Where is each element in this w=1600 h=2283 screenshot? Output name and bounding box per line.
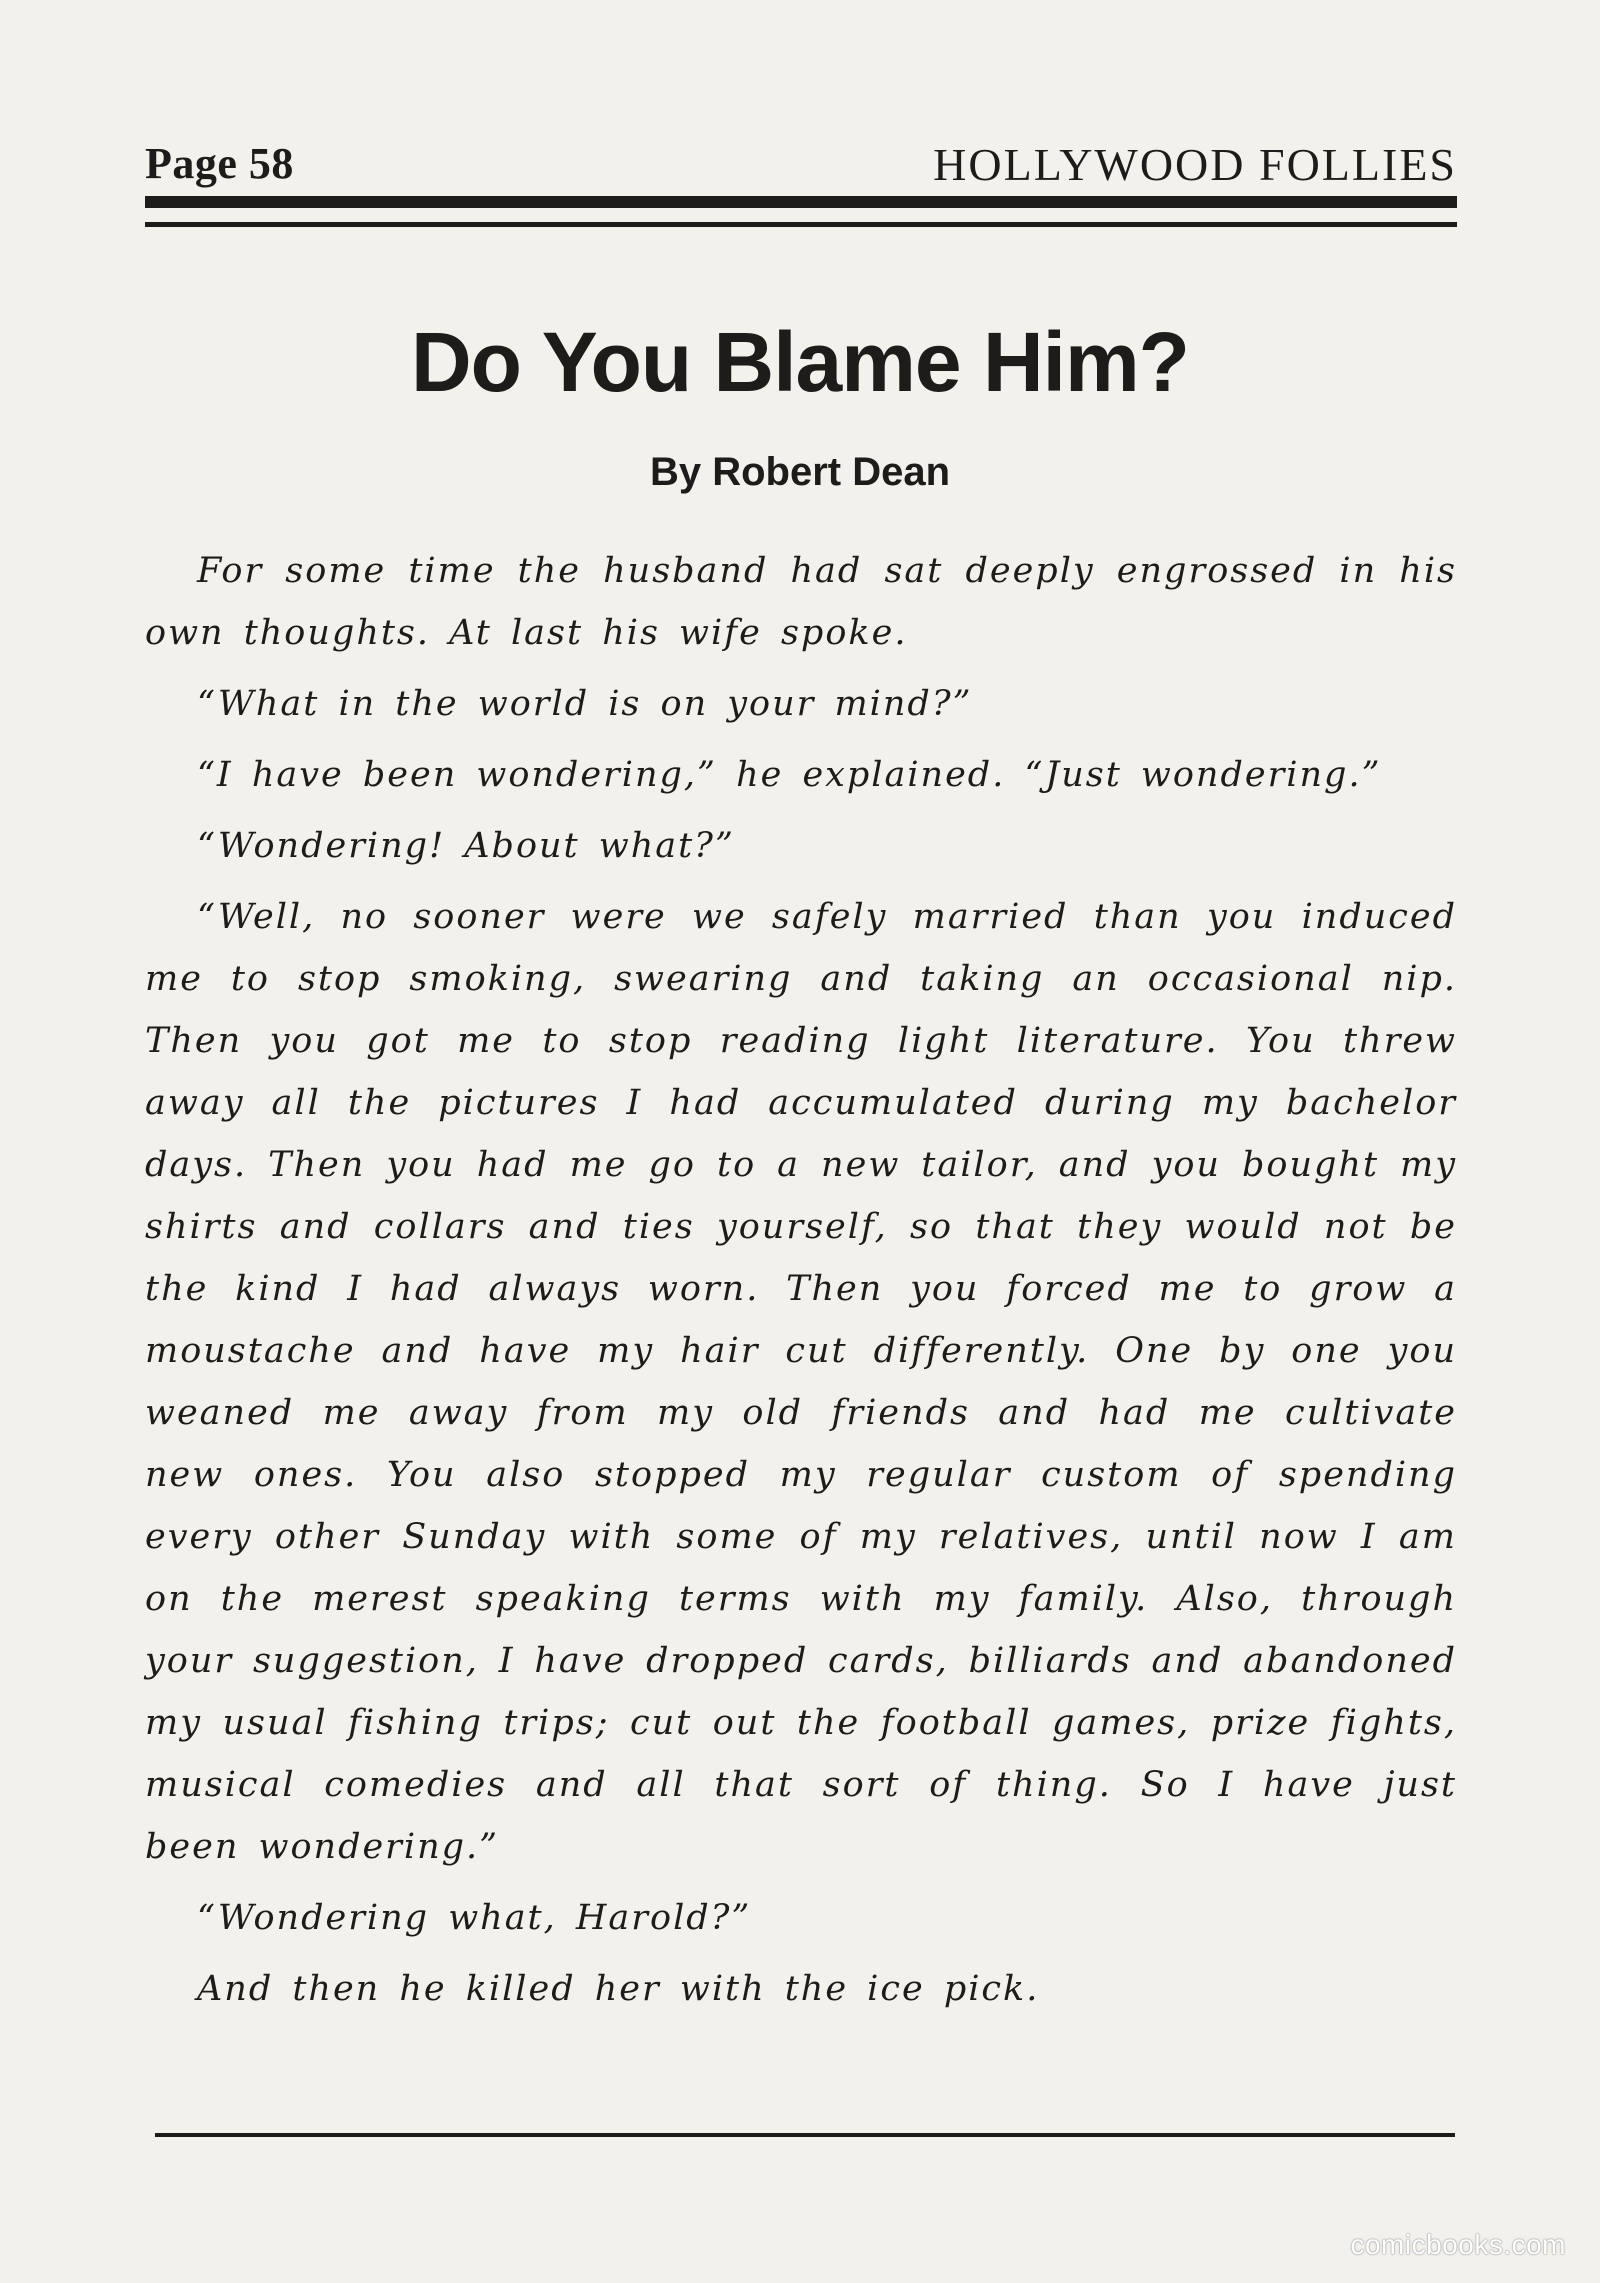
paragraph: “Wondering! About what?” bbox=[197, 826, 735, 866]
magazine-title: HOLLYWOOD FOLLIES bbox=[933, 139, 1457, 190]
article-body bbox=[145, 540, 1457, 2029]
article-title: Do You Blame Him? bbox=[410, 315, 1189, 409]
header-rule-thick bbox=[145, 196, 1457, 208]
paragraph: “What in the world is on your mind?” bbox=[197, 684, 973, 724]
running-head bbox=[145, 138, 1457, 188]
paragraph: “Well, no sooner were we safely married than you induced me to stop smoking, swearing and taking an occasional nip. Then you got me to stop reading light literature. You threw away all the pictures I had accumulated during my bachelor days. Then you had me go to a new tailor, and you bought my shirts and collars and ties yourself, so that they would not be the kind I had always worn. Then you forced me to grow a moustache and have my hair cut differently. One by one you weaned me away from my old friends and had me cultivate new ones. You also stopped my regular custom of spending every other Sunday with some of my relatives, until now I am on the merest speaking terms with my family. Also, through your suggestion, I have dropped cards, billiards and abandoned my usual fishing trips; cut out the football games, prize fights, musical comedies and all that sort of thing. So I have just been wondering.” bbox=[145, 897, 1457, 1867]
watermark: comicbooks.com bbox=[1350, 2229, 1566, 2260]
paragraph: And then he killed her with the ice pick. bbox=[197, 1969, 1040, 2009]
footer-rule bbox=[155, 2133, 1455, 2137]
header-rule-thin bbox=[145, 222, 1457, 227]
page-number: Page 58 bbox=[145, 139, 294, 188]
article-byline: By Robert Dean bbox=[649, 450, 951, 494]
paragraph: For some time the husband had sat deeply engrossed in his own thoughts. At last his wife spoke. bbox=[145, 551, 1457, 653]
paragraph: “Wondering what, Harold?” bbox=[197, 1898, 752, 1938]
paragraph: “I have been wondering,” he explained. “Just wondering.” bbox=[197, 755, 1382, 795]
